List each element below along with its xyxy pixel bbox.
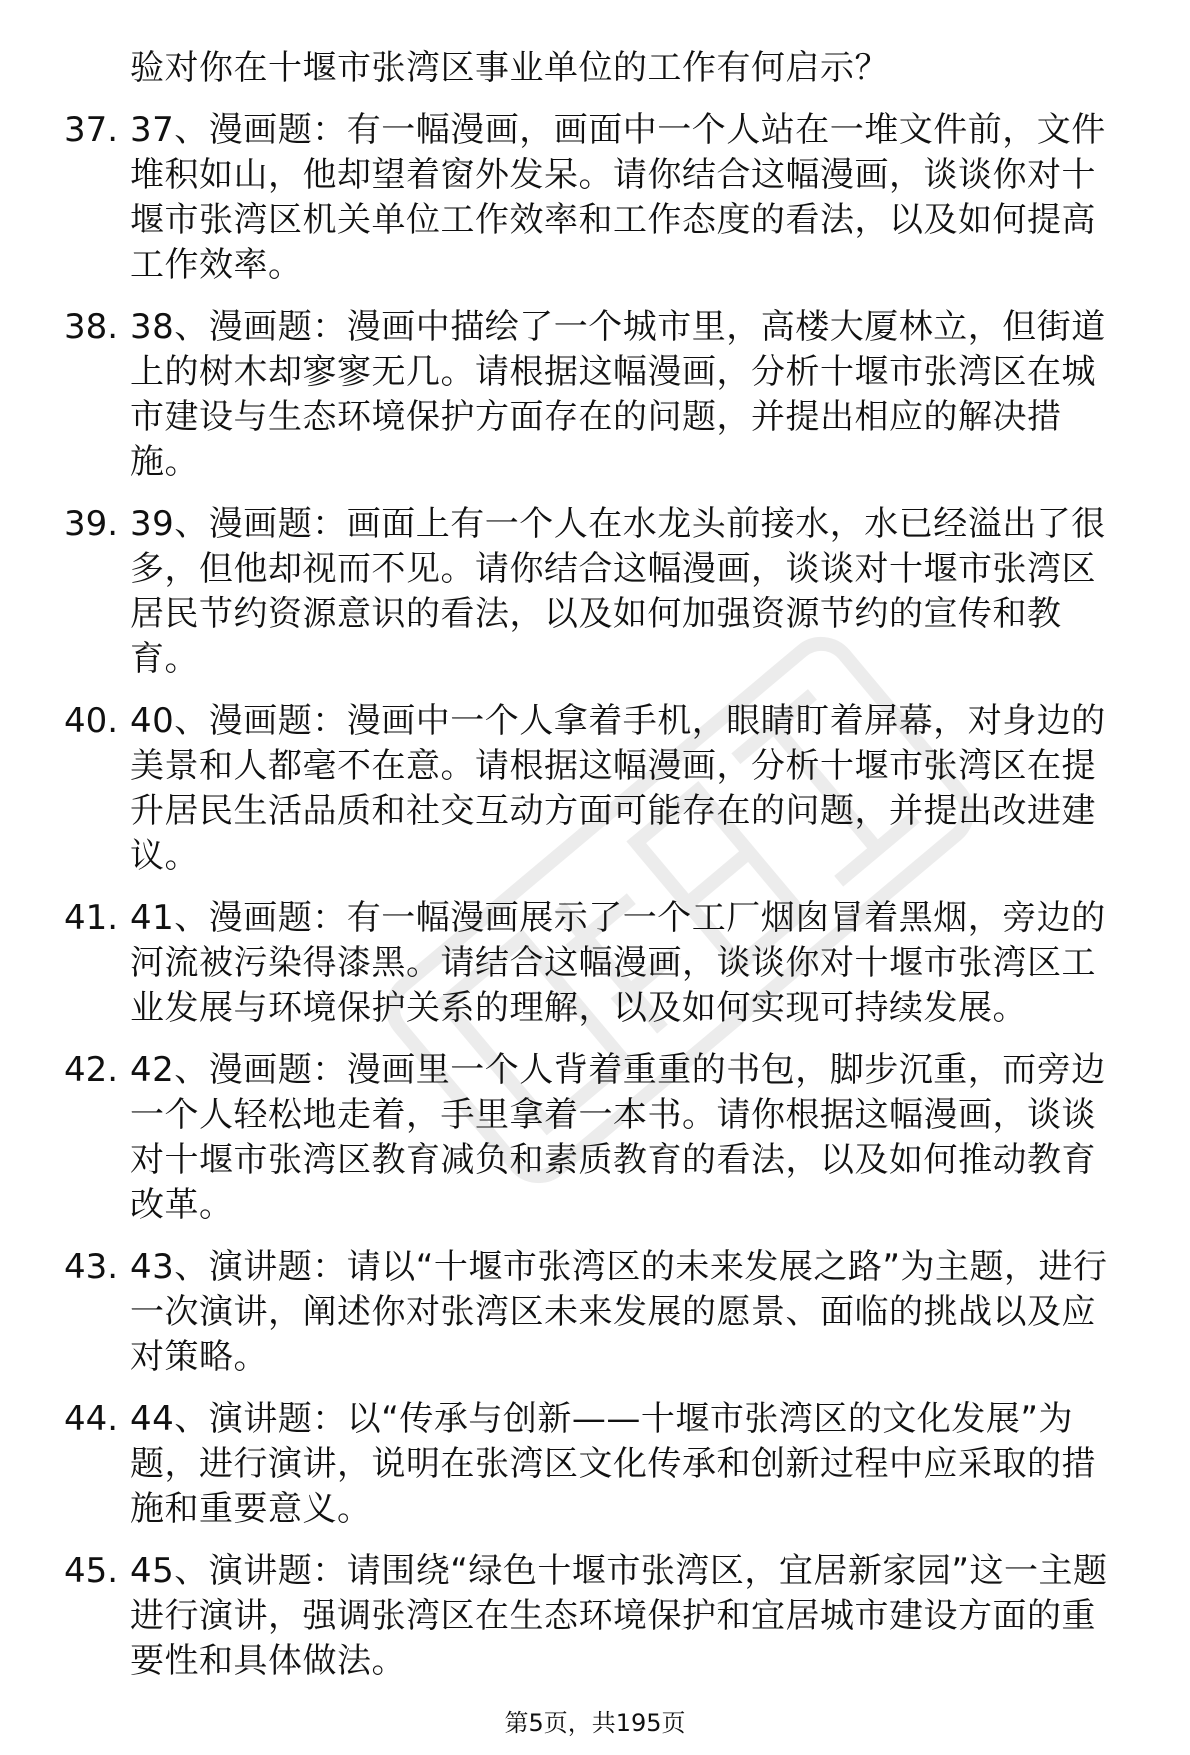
list-item <box>64 305 1164 485</box>
list-item-text: 43、演讲题：请以“十堰市张湾区的未来发展之路”为主题，进行一次演讲，阐述你对张湾区未来发展的愿景、面临的挑战以及应对策略。 <box>130 1247 1108 1377</box>
list-item-number: 44. <box>64 1399 119 1439</box>
list-item-number: 41. <box>64 898 119 938</box>
list-item-text: 41、漫画题：有一幅漫画展示了一个工厂烟囱冒着黑烟，旁边的河流被污染得漆黑。请结合这幅漫画，谈谈你对十堰市张湾区工业发展与环境保护关系的理解，以及如何实现可持续发展。 <box>130 898 1106 1028</box>
list-item <box>64 502 1164 682</box>
list-item <box>64 896 1164 1031</box>
list-item-text: 42、漫画题：漫画里一个人背着重重的书包，脚步沉重，而旁边一个人轻松地走着，手里拿着一本书。请你根据这幅漫画，谈谈对十堰市张湾区教育减负和素质教育的看法，以及如何推动教育改革。 <box>130 1050 1106 1225</box>
page-footer: 第5页，共195页 <box>504 1709 686 1737</box>
list-item-number: 43. <box>64 1247 119 1287</box>
list-item-text: 45、演讲题：请围绕“绿色十堰市张湾区，宜居新家园”这一主题进行演讲，强调张湾区在生态环境保护和宜居城市建设方面的重要性和具体做法。 <box>130 1551 1108 1681</box>
list-item <box>64 1397 1164 1532</box>
document-body <box>64 46 1164 1684</box>
question-list <box>64 108 1164 1684</box>
list-item <box>64 1549 1164 1684</box>
list-item-number: 39. <box>64 504 119 544</box>
list-item <box>64 1048 1164 1228</box>
list-item-text: 40、漫画题：漫画中一个人拿着手机，眼睛盯着屏幕，对身边的美景和人都毫不在意。请根据这幅漫画，分析十堰市张湾区在提升居民生活品质和社交互动方面可能存在的问题，并提出改进建议。 <box>130 701 1106 876</box>
list-item-number: 45. <box>64 1551 119 1591</box>
list-item-text: 38、漫画题：漫画中描绘了一个城市里，高楼大厦林立，但街道上的树木却寥寥无几。请根据这幅漫画，分析十堰市张湾区在城市建设与生态环境保护方面存在的问题，并提出相应的解决措施。 <box>130 307 1106 482</box>
list-item-number: 37. <box>64 110 119 150</box>
list-item-text: 37、漫画题：有一幅漫画，画面中一个人站在一堆文件前，文件堆积如山，他却望着窗外发呆。请你结合这幅漫画，谈谈你对十堰市张湾区机关单位工作效率和工作态度的看法，以及如何提高工作效率。 <box>130 110 1106 285</box>
continuation-text: 验对你在十堰市张湾区事业单位的工作有何启示？ <box>130 48 889 88</box>
list-item-text: 44、演讲题：以“传承与创新——十堰市张湾区的文化发展”为题，进行演讲，说明在张湾区文化传承和创新过程中应采取的措施和重要意义。 <box>130 1399 1096 1529</box>
list-item-number: 42. <box>64 1050 119 1090</box>
list-item-number: 40. <box>64 701 119 741</box>
list-item-number: 38. <box>64 307 119 347</box>
list-item <box>64 108 1164 288</box>
list-item-text: 39、漫画题：画面上有一个人在水龙头前接水，水已经溢出了很多，但他却视而不见。请你结合这幅漫画，谈谈对十堰市张湾区居民节约资源意识的看法，以及如何加强资源节约的宣传和教育。 <box>130 504 1106 679</box>
list-item <box>64 1245 1164 1380</box>
list-item <box>64 699 1164 879</box>
